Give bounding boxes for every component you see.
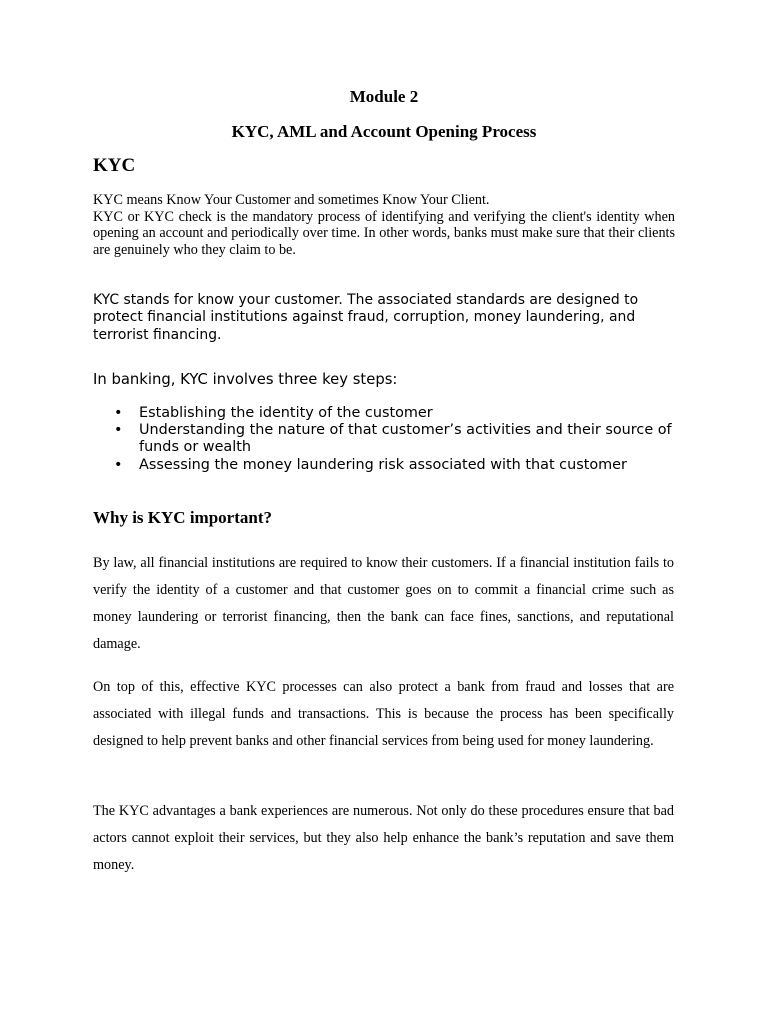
section-heading-why-kyc: Why is KYC important? xyxy=(93,508,272,527)
list-item xyxy=(93,457,683,474)
document-title: KYC, AML and Account Opening Process xyxy=(231,122,537,141)
kyc-steps-intro: In banking, KYC involves three key steps: xyxy=(93,371,398,388)
list-item-text: Assessing the money laundering risk associated with that customer xyxy=(139,456,627,473)
kyc-intro xyxy=(93,192,675,258)
list-item-text: Understanding the nature of that customer’s activities and their source of funds or wealth xyxy=(139,422,672,456)
list-item xyxy=(93,405,683,422)
kyc-check-paragraph: KYC or KYC check is the mandatory process of identifying and verifying the client's identity when opening an account and periodically over time. In other words, banks must make sure that their clients are genuinely who they claim to be. xyxy=(93,208,675,258)
kyc-standards-paragraph: KYC stands for know your customer. The associated standards are designed to protect financial institutions against fraud, corruption, money laundering, and terrorist financing. xyxy=(93,292,639,343)
list-item-text: Establishing the identity of the customer xyxy=(139,405,433,421)
bullet-icon: • xyxy=(114,422,123,439)
why-kyc-paragraph-2: On top of this, effective KYC processes can also protect a bank from fraud and losses that are associated with illegal funds and transactions. This is because the process has been specifically designed to help prevent banks and other financial services from being used for money laundering. xyxy=(93,679,674,750)
module-title: Module 2 xyxy=(349,87,419,106)
bullet-icon: • xyxy=(114,456,123,473)
why-kyc-paragraph-3: The KYC advantages a bank experiences are numerous. Not only do these procedures ensure that bad actors cannot exploit their services, but they also help enhance the bank’s reputation and save them money. xyxy=(93,803,674,874)
kyc-definition-line: KYC means Know Your Customer and sometimes Know Your Client. xyxy=(93,192,490,208)
kyc-steps-list xyxy=(93,405,683,474)
section-heading-kyc: KYC xyxy=(93,155,136,176)
why-kyc-paragraph-1: By law, all financial institutions are required to know their customers. If a financial institution fails to verify the identity of a customer and that customer goes on to commit a financial crime such as money laundering or terrorist financing, then the bank can face fines, sanctions, and reputational damage. xyxy=(93,555,674,653)
list-item xyxy=(93,422,683,456)
bullet-icon: • xyxy=(114,405,123,421)
